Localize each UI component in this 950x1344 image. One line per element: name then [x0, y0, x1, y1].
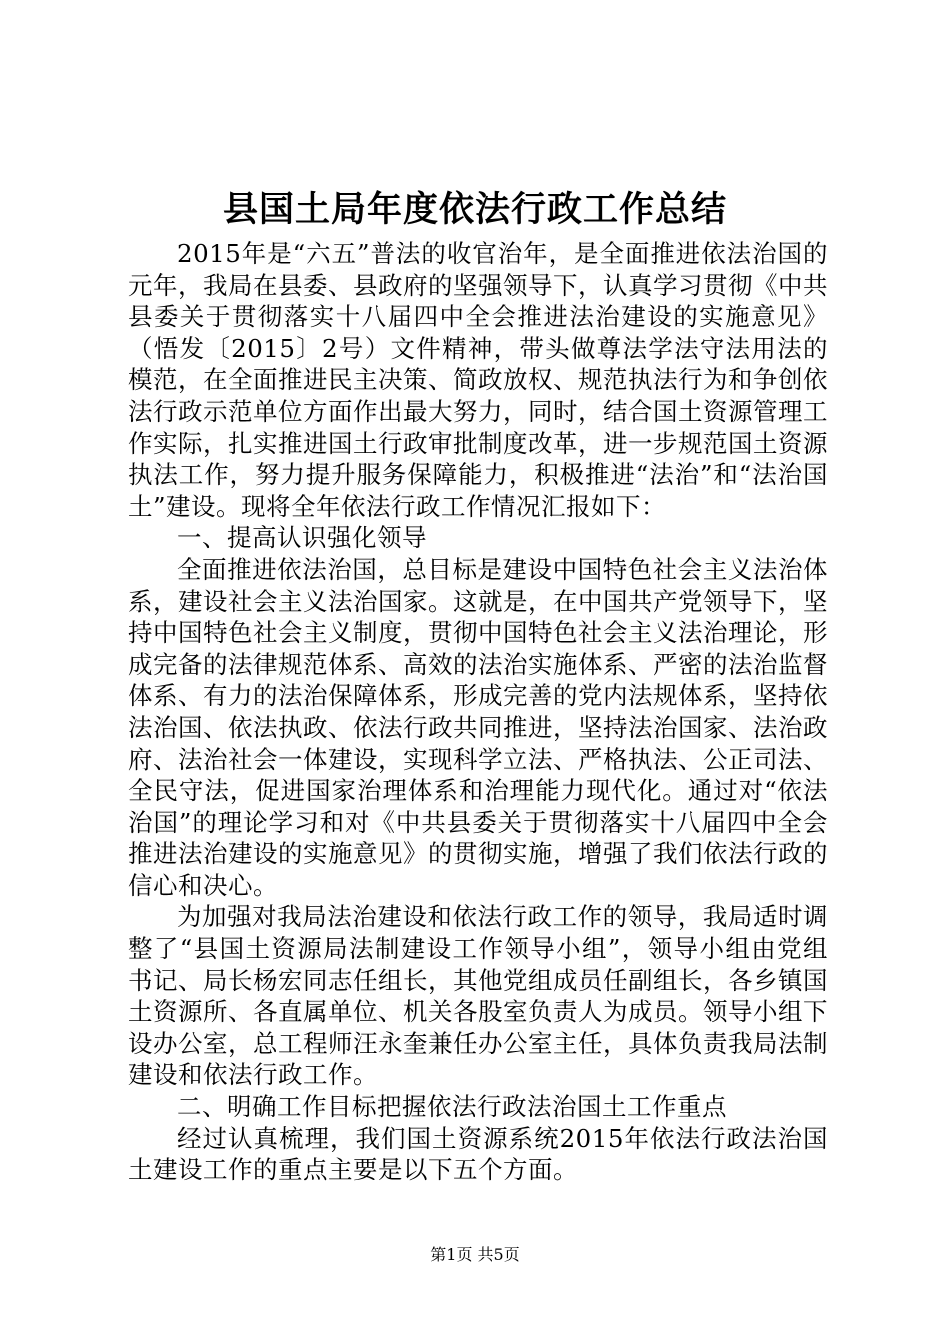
- document-title: 县国土局年度依法行政工作总结: [222, 189, 727, 230]
- body-paragraph: 全面推进依法治国，总目标是建设中国特色社会主义法治体系，建设社会主义法治国家。这就是，在中国共产党领导下，坚持中国特色社会主义制度，贯彻中国特色社会主义法治理论，形成完备的法律规范体系、高效的法治实施体系、严密的法治监督体系、有力的法治保障体系，形成完善的党内法规体系，坚持依法治国、依法执政、依法行政共同推进，坚持法治国家、法治政府、法治社会一体建设，实现科学立法、严格执法、公正司法、全民守法，促进国家治理体系和治理能力现代化。通过对“依法治国”的理论学习和对《中共县委关于贯彻落实十八届四中全会推进法治建设的实施意见》的贯彻实施，增强了我们依法行政的信心和决心。: [128, 554, 828, 900]
- section-heading-2: 二、明确工作目标把握依法行政法治国土工作重点: [177, 1092, 727, 1122]
- section-heading-1: 一、提高认识强化领导: [177, 523, 427, 553]
- document-body: [128, 238, 828, 1186]
- body-paragraph: 为加强对我局法治建设和依法行政工作的领导，我局适时调整了“县国土资源局法制建设工作领导小组”，领导小组由党组书记、局长杨宏同志任组长，其他党组成员任副组长，各乡镇国土资源所、各直属单位、机关各股室负责人为成员。领导小组下设办公室，总工程师汪永奎兼任办公室主任，具体负责我局法制建设和依法行政工作。: [128, 902, 828, 1090]
- intro-paragraph: 2015年是“六五”普法的收官治年，是全面推进依法治国的元年，我局在县委、县政府的坚强领导下，认真学习贯彻《中共县委关于贯彻落实十八届四中全会推进法治建设的实施意见》（悟发〔2015〕2号）文件精神，带头做尊法学法守法用法的模范，在全面推进民主决策、简政放权、规范执法行为和争创依法行政示范单位方面作出最大努力，同时，结合国土资源管理工作实际，扎实推进国土行政审批制度改革，进一步规范国土资源执法工作，努力提升服务保障能力，积极推进“法治”和“法治国土”建设。现将全年依法行政工作情况汇报如下：: [128, 239, 828, 521]
- body-paragraph: 经过认真梳理，我们国土资源系统2015年依法行政法治国土建设工作的重点主要是以下五个方面。: [128, 1123, 828, 1185]
- page-footer: 第1页 共5页: [430, 1245, 520, 1264]
